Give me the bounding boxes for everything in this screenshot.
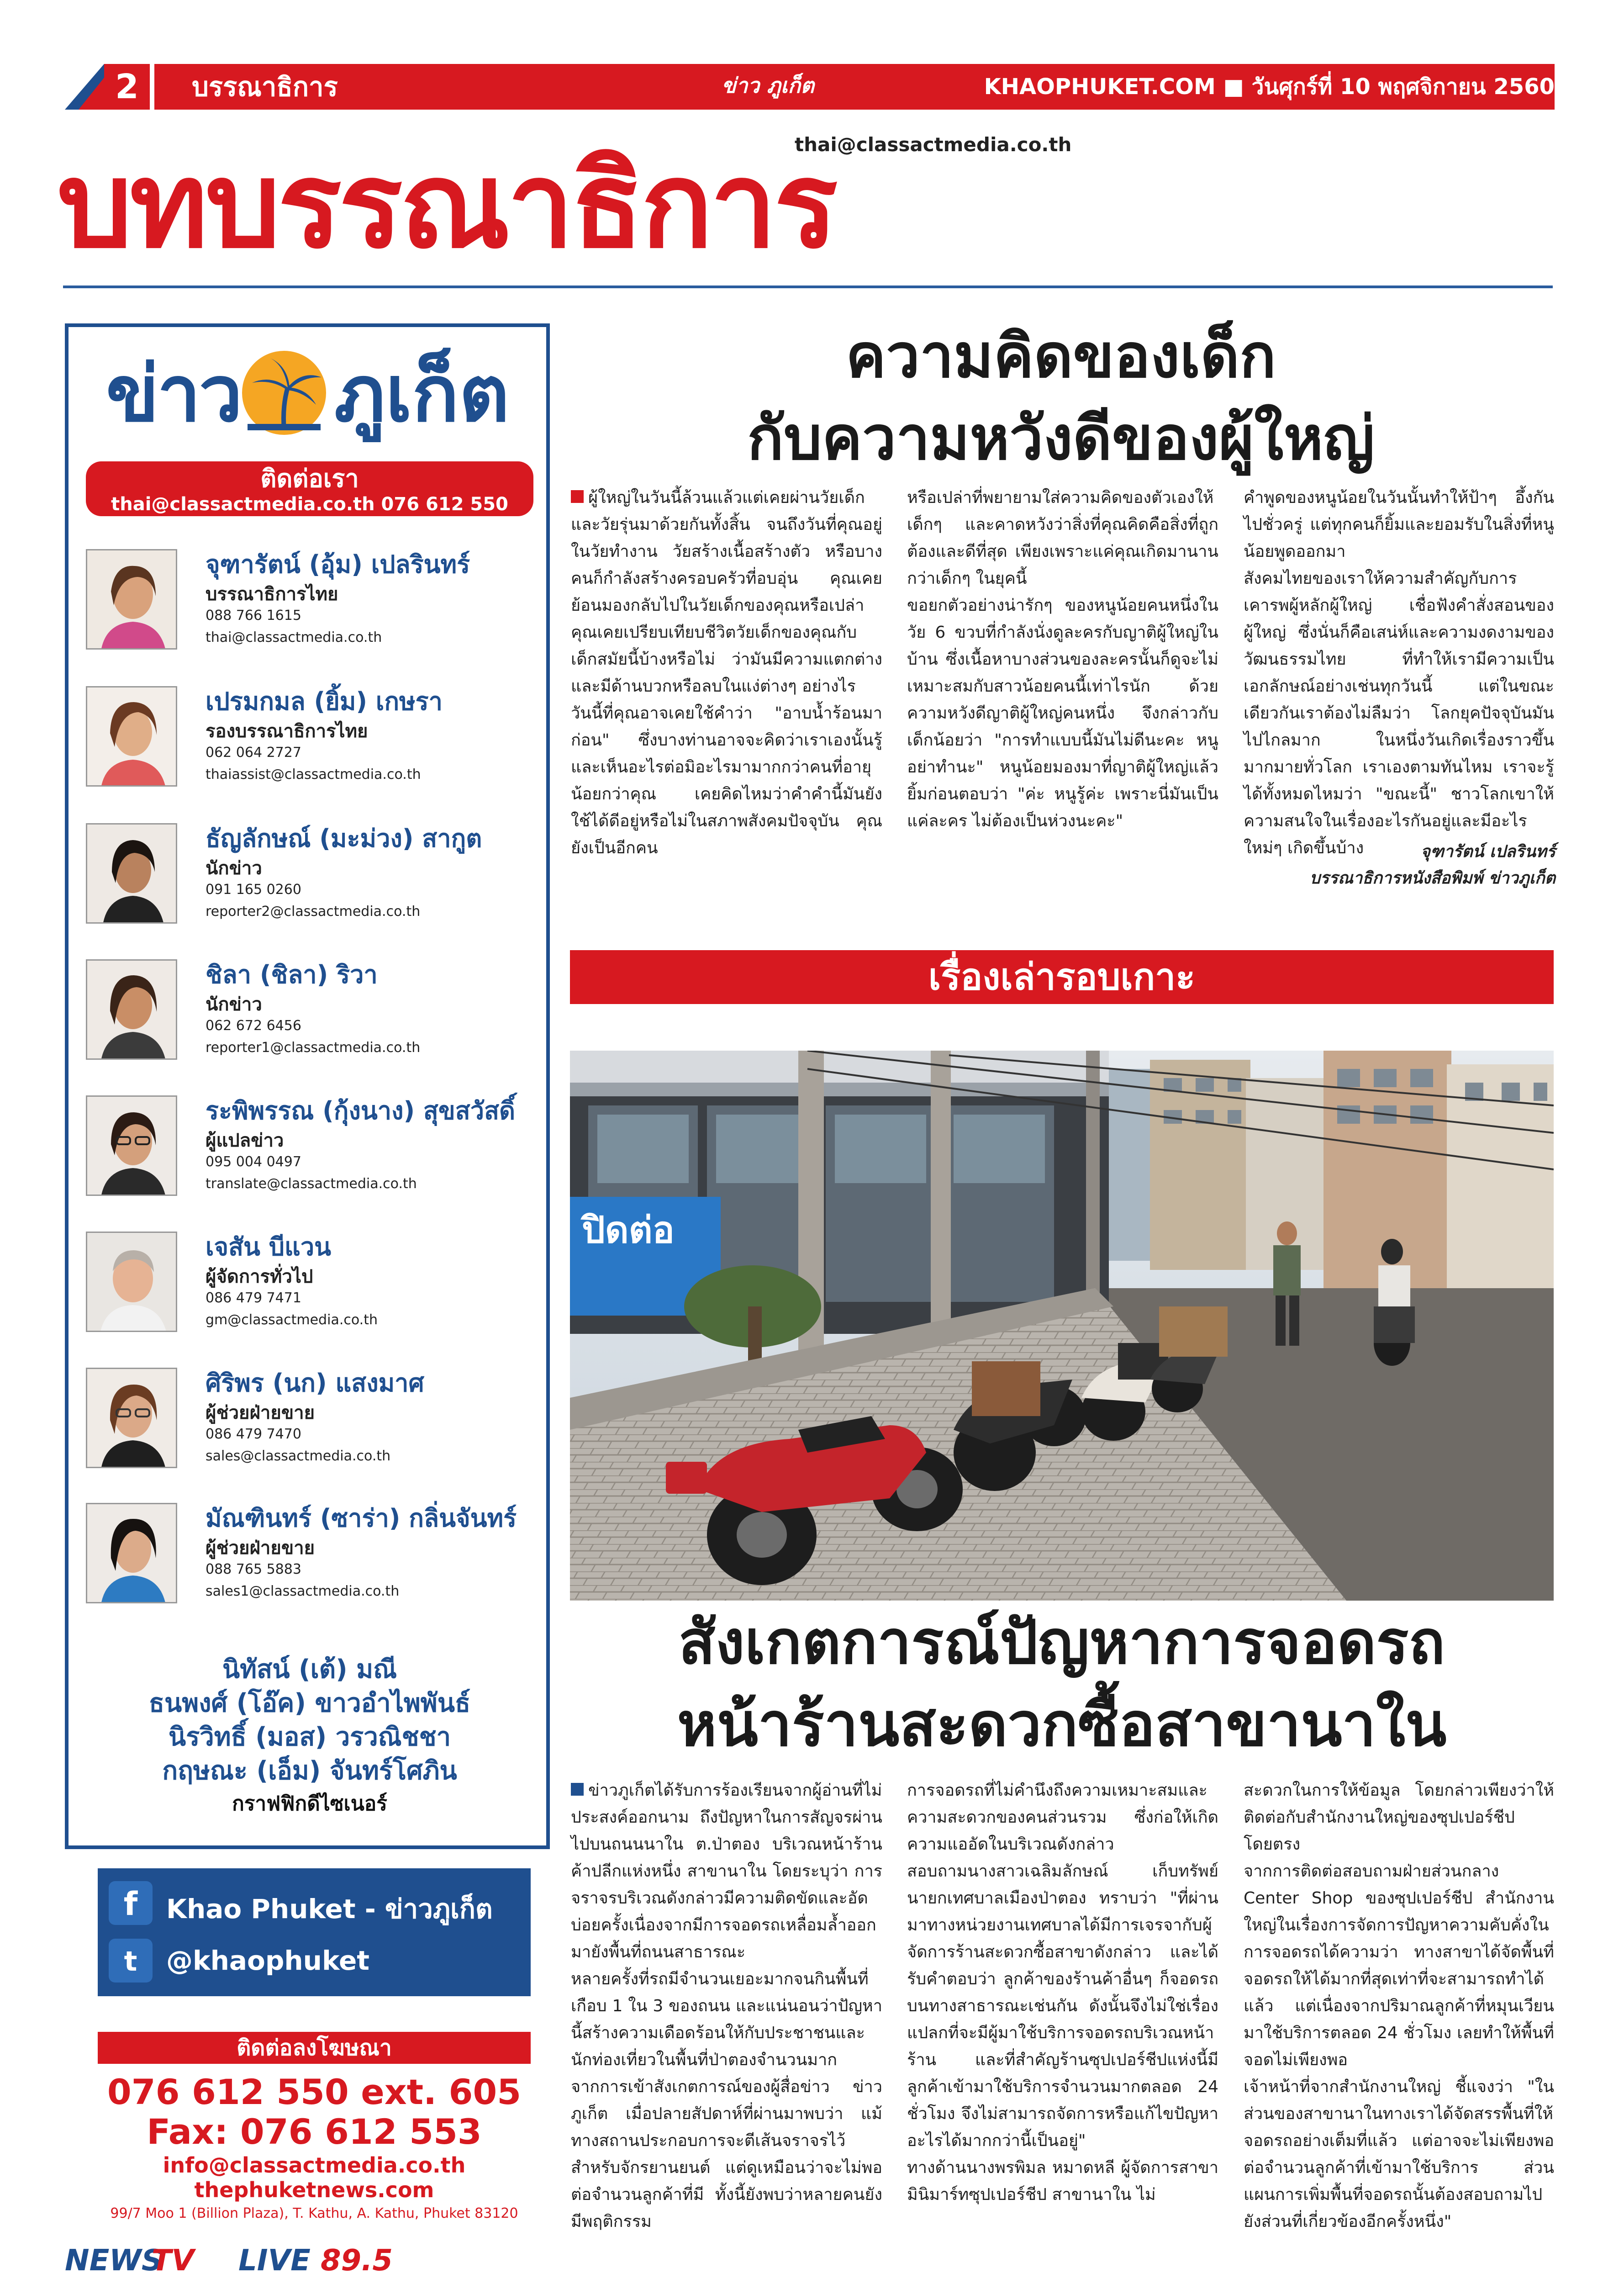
staff-phone: 088 766 1615: [206, 608, 301, 624]
staff-role: นักข่าว: [206, 858, 262, 879]
staff-photo: [86, 823, 177, 924]
article-column: การจอดรถที่ไม่คำนึงถึงความเหมาะสมและความสะดวกของคนส่วนรวม ซึ่งก่อให้เกิดความแออัดในบริเวณดังกล่าว สอบถามนางสาวเฉลิมลักษณ์ เก็บทรัพย์ นายกเทศบาลเมืองป่าตอง ทราบว่า "ที่ผ่านมาทางหน่วยงานเทศบาลได้มีการเจรจากับผู้จัดการร้านสะดวกซื้อสาขาดังกล่าว และได้รับคำตอบว่า ลูกค้าของร้านค้าอื่นๆ ก็จอดรถบนทางสาธารณะเช่นกัน ดังนั้นจึงไม่ใช่เรื่องแปลกที่จะมีผู้มาใช้บริการจอดรถบริเวณหน้าร้าน และที่สำคัญร้านซุปเปอร์ชีปแห่งนี้มีลูกค้าเข้ามาใช้บริการจำนวนมากตลอด 24 ชั่วโมง จึงไม่สามารถจัดการหรือแก้ไขปัญหาอะไรได้มากกว่านี้เป็นอยู่" ทางด้านนางพรพิมล หมาดหลี ผู้จัดการสาขามินิมาร์ทซุปเปอร์ชีป สาขานาใน ไม่: [907, 1781, 1218, 2204]
staff-phone: 095 004 0497: [206, 1154, 301, 1170]
staff-email[interactable]: sales@classactmedia.co.th: [206, 1448, 391, 1464]
staff-photo: [86, 959, 177, 1060]
contact-us-banner: [86, 461, 533, 516]
staff-entry: [86, 1227, 533, 1337]
article-column: สะดวกในการให้ข้อมูล โดยกล่าวเพียงว่าให้ติดต่อกับสำนักงานใหญ่ของซุปเปอร์ชีปโดยตรง จากการติดต่อสอบถามฝ่ายส่วนกลาง Center Shop ของซุปเปอร์ชีป สำนักงานใหญ่ในเรื่องการจัดการปัญหาความคับคั่งในการจอดรถได้ความว่า ทางสาขาได้จัดพื้นที่จอดรถให้ได้มากที่สุดเท่าที่จะสามารถทำได้แล้ว แต่เนื่องจากปริมาณลูกค้าที่หมุนเวียนมาใช้บริการตลอด 24 ชั่วโมง เลยทำให้พื้นที่จอดไม่เพียงพอ เจ้าหน้าที่จากสำนักงานใหญ่ ชี้แจงว่า "ในส่วนของสาขานาในทางเราได้จัดสรรพื้นที่ให้จอดรถอย่างเต็มที่แล้ว แต่อาจจะไม่เพียงพอต่อจำนวนลูกค้าที่เข้ามาใช้บริการ ส่วนแผนการเพิ่มพื้นที่จอดรถนั้นต้องสอบถามไปยังส่วนที่เกี่ยวข้องอีกครั้งหนึ่ง": [1244, 1781, 1554, 2231]
logo-text-left: ข่าว: [106, 349, 241, 439]
article-text: ข่าวภูเก็ตได้รับการร้องเรียนจากผู้อ่านที่ไม่ประสงค์ออกนาม ถึงปัญหาในการสัญจรผ่านไปบนถนนนาใน ต.ป่าตอง บริเวณหน้าร้านค้าปลีกแห่งหนึ่ง สาขานาใน โดยระบุว่า การจราจรบริเวณดังกล่าวมีความติดขัดและอัดบ่อยครั้งเนื่องจากมีการจอดรถเหลื่อมล้ำออกมายังพื้นที่ถนนสาธารณะ หลายครั้งที่รถมีจำนวนเยอะมากจนกินพื้นที่เกือบ 1 ใน 3 ของถนน และแน่นอนว่าปัญหานี้สร้างความเดือดร้อนให้กับประชาชนและนักท่องเที่ยวในพื้นที่ป่าตองจำนวนมาก จากการเข้าสังเกตการณ์ของผู้สื่อข่าว ข่าวภูเก็ต เมื่อปลายสัปดาห์ที่ผ่านมาพบว่า แม้ทางสถานประกอบการจะตีเส้นจราจรไว้สำหรับจักรยานยนต์ แต่ดูเหมือนว่าจะไม่พอต่อจำนวนลูกค้าที่มี ทั้งนี้ยังพบว่าหลายคนยังมีพฤติกรรม: [571, 1781, 882, 2231]
staff-name: ระพิพรรณ (กุ้งนาง) สุขสวัสดิ์: [206, 1096, 516, 1125]
designer-name: นิรวิทธิ์ (มอส) วรวณิชชา: [168, 1722, 451, 1752]
article-text: ผู้ใหญ่ในวันนี้ล้วนแล้วแต่เคยผ่านวัยเด็กและวัยรุ่นมาด้วยกันทั้งสิ้น จนถึงวันที่คุณอยู่ในวัยทำงาน วัยสร้างเนื้อสร้างตัว หรือบางคนก็กำลังสร้างครอบครัวที่อบอุ่น คุณเคยย้อนมองกลับไปในวัยเด็กของคุณหรือเปล่า คุณเคยเปรียบเทียบชีวิตวัยเด็กของคุณกับเด็กสมัยนี้บ้างหรือไม่ ว่ามันมีความแตกต่างและมีด้านบวกหรือลบในแง่ต่างๆ อย่างไร วันนี้ที่คุณอาจเคยใช้คำว่า "อาบน้ำร้อนมาก่อน" ซึ่งบางท่านอาจจะคิดว่าเราเองนั้นรู้ และเห็นอะไรต่อมิอะไรมามากกว่าคนที่อายุน้อยกว่าคุณ เคยคิดไหมว่าคำคำนี้มันยังใช้ได้ดีอยู่หรือไม่ในสภาพสังคมปัจจุบัน คุณยังเป็นอีกคน: [571, 488, 882, 857]
staff-role: ผู้ช่วยฝ่ายขาย: [206, 1402, 315, 1423]
title-divider: [63, 286, 1553, 288]
ad-contact-title: ติดต่อลงโฆษณา: [98, 2032, 531, 2064]
staff-entry: [86, 1498, 533, 1608]
article-column: คำพูดของหนูน้อยในวันนั้นทำให้ป้าๆ อึ้งกันไปชั่วครู่ แต่ทุกคนก็ยิ้มและยอมรับในสิ่งที่หนูน้อยพูดออกมา สังคมไทยของเราให้ความสำคัญกับการเคารพผู้หลักผู้ใหญ่ เชื่อฟังคำสั่งสอนของผู้ใหญ่ ซึ่งนั่นก็คือเสน่ห์และความงดงามของวัฒนธรรมไทย ที่ทำให้เรามีความเป็นเอกลักษณ์อย่างเช่นทุกวันนี้ แต่ในขณะเดียวกันเราต้องไม่ลืมว่า โลกยุคปัจจุบันมันไปไกลมาก ในหนึ่งวันเกิดเรื่องราวขึ้นมากมายทั่วโลก เราเองตามทันไหม เราจะรู้ได้ทั้งหมดไหมว่า "ขณะนี้" ชาวโลกเขาให้ความสนใจในเรื่องอะไรกันอยู่และมีอะไรใหม่ๆ เกิดขึ้นบ้าง: [1244, 488, 1554, 857]
designer-name: ธนพงศ์ (โอ๊ค) ขาวอำไพพันธ์: [148, 1688, 471, 1718]
staff-email[interactable]: translate@classactmedia.co.th: [206, 1176, 417, 1192]
site-date: KHAOPHUKET.COM ■ วันศุกร์ที่ 10 พฤศจิกายน 2560: [984, 74, 1555, 100]
headline-line-2: กับความหวังดีของผู้ใหญ่: [747, 403, 1375, 474]
section-label: บรรณาธิการ: [192, 71, 338, 102]
logo-text-right: ภูเก็ต: [334, 349, 510, 439]
staff-entry: [86, 1363, 533, 1473]
page-number: 2: [104, 64, 150, 110]
ad-phone[interactable]: 076 612 550 ext. 605: [107, 2072, 522, 2112]
staff-email[interactable]: sales1@classactmedia.co.th: [206, 1583, 400, 1599]
social-box: [98, 1868, 531, 1996]
shop-sign-text: ปิดต่อ: [582, 1209, 675, 1251]
article-column: [571, 484, 882, 862]
corner-mark-icon: [65, 64, 104, 110]
staff-phone: 086 479 7470: [206, 1426, 301, 1442]
facebook-link[interactable]: Khao Phuket - ข่าวภูเก็ต: [166, 1893, 493, 1924]
contact-line[interactable]: thai@classactmedia.co.th 076 612 550: [111, 494, 508, 515]
staff-photo: [86, 686, 177, 787]
headline-line-1: ความคิดของเด็ก: [845, 321, 1276, 391]
staff-name: จุฑารัตน์ (อุ้ม) เปลรินทร์: [206, 550, 470, 579]
article-column: หรือเปล่าที่พยายามใส่ความคิดของตัวเองให้เด็กๆ และคาดหวังว่าสิ่งที่คุณคิดคือสิ่งที่ถูกต้องและดีที่สุด เพียงเพราะแค่คุณเกิดมานานกว่าเด็กๆ ในยุคนี้ ขอยกตัวอย่างน่ารักๆ ของหนูน้อยคนหนึ่งในวัย 6 ขวบที่กำลังนั่งดูละครกับญาติผู้ใหญ่ในบ้าน ซึ่งเนื้อหาบางส่วนของละครนั้นก็ดูจะไม่เหมาะสมกับสาวน้อยคนนี้เท่าไรนัก ด้วยความหวังดีญาติผู้ใหญ่คนหนึ่ง จึงกล่าวกับเด็กน้อยว่า "การทำแบบนี้มันไม่ดีนะคะ หนูอย่าทำนะ" หนูน้อยมองมาที่ญาติผู้ใหญ่แล้วยิ้มก่อนตอบว่า "ค่ะ หนูรู้ค่ะ เพราะนี่มันเป็นแค่ละคร ไม่ต้องเป็นห่วงนะคะ": [907, 488, 1218, 830]
staff-email[interactable]: thaiassist@classactmedia.co.th: [206, 767, 421, 782]
designer-name: นิทัสน์ (เต้) มณี: [222, 1655, 397, 1684]
palm-sun-logo-icon: [238, 347, 330, 439]
staff-entry: [86, 682, 533, 791]
staff-entry: [86, 819, 533, 928]
staff-photo: [86, 1095, 177, 1196]
staff-photo: [86, 549, 177, 650]
tv-logo: TV: [152, 2244, 195, 2278]
news-logo: NEWS: [65, 2244, 163, 2278]
designer-name: กฤษณะ (เอ็ม) จันทร์โศภิน: [162, 1756, 457, 1786]
staff-phone: 088 765 5883: [206, 1561, 301, 1577]
staff-role: ผู้ช่วยฝ่ายขาย: [206, 1538, 315, 1559]
staff-name: ศิริพร (นก) แสงมาศ: [206, 1369, 424, 1397]
bullet-icon: [571, 490, 584, 503]
staff-role: นักข่าว: [206, 994, 262, 1015]
staff-phone: 062 064 2727: [206, 745, 301, 761]
staff-entry: [86, 545, 533, 654]
radio-frequency: 89.5: [321, 2244, 393, 2278]
staff-role: ผู้แปลข่าว: [206, 1130, 284, 1151]
staff-photo: [86, 1503, 177, 1603]
article-headline: [570, 1602, 1554, 1766]
staff-phone: 086 479 7471: [206, 1290, 301, 1306]
editorial-email[interactable]: thai@classactmedia.co.th: [795, 133, 1072, 156]
divider: [150, 64, 154, 110]
designer-role: กราฟฟิกดีไซเนอร์: [232, 1792, 387, 1815]
author-role: บรรณาธิการหนังสือพิมพ์ ข่าวภูเก็ต: [1310, 869, 1555, 888]
staff-entry: [86, 1091, 533, 1200]
facebook-icon[interactable]: f: [109, 1881, 153, 1925]
staff-email[interactable]: gm@classactmedia.co.th: [206, 1312, 378, 1328]
staff-email[interactable]: thai@classactmedia.co.th: [206, 629, 382, 645]
contact-title: ติดต่อเรา: [260, 464, 359, 493]
ad-address: 99/7 Moo 1 (Billion Plaza), T. Kathu, A. Kathu, Phuket 83120: [110, 2205, 518, 2221]
staff-entry: [86, 955, 533, 1064]
footer-logos: [65, 2234, 476, 2279]
article-headline: [570, 315, 1552, 480]
ad-email[interactable]: info@classactmedia.co.th: [163, 2153, 466, 2178]
staff-name: มัณฑินทร์ (ซาร่า) กลิ่นจันทร์: [206, 1504, 517, 1533]
staff-role: ผู้จัดการทั่วไป: [206, 1266, 313, 1287]
staff-email[interactable]: reporter2@classactmedia.co.th: [206, 904, 421, 920]
twitter-icon[interactable]: t: [109, 1939, 153, 1983]
page-title: บทบรรณาธิการ: [57, 137, 835, 275]
street-scene-image: [570, 1051, 1554, 1601]
staff-role: รองบรรณาธิการไทย: [206, 721, 368, 742]
staff-phone: 091 165 0260: [206, 882, 301, 898]
author-signature: [1310, 839, 1555, 892]
staff-name: ธัญลักษณ์ (มะม่วง) สากูต: [206, 824, 482, 853]
street-photo: [570, 1051, 1554, 1601]
staff-name: ชิลา (ชิลา) ริวา: [206, 960, 378, 989]
staff-name: เปรมกมล (ยิ้ม) เกษรา: [206, 687, 443, 716]
section-banner: เรื่องเล่ารอบเกาะ: [570, 950, 1554, 1004]
staff-photo: [86, 1232, 177, 1332]
ad-website[interactable]: thephuketnews.com: [194, 2178, 434, 2202]
staff-phone: 062 672 6456: [206, 1018, 301, 1034]
twitter-link[interactable]: @khaophuket: [166, 1945, 370, 1976]
staff-role: บรรณาธิการไทย: [206, 584, 338, 605]
article-column: [571, 1777, 882, 2235]
bullet-icon: [571, 1783, 584, 1796]
masthead-logo: ข่าว ภูเก็ต: [722, 73, 814, 98]
staff-email[interactable]: reporter1@classactmedia.co.th: [206, 1040, 421, 1056]
staff-photo: [86, 1368, 177, 1468]
ad-fax: Fax: 076 612 553: [147, 2111, 482, 2152]
designers-list: [86, 1653, 533, 1820]
headline-line-2: หน้าร้านสะดวกซื้อสาขานาใน: [677, 1690, 1447, 1760]
staff-name: เจสัน บีแวน: [206, 1232, 332, 1261]
headline-line-1: สังเกตการณ์ปัญหาการจอดรถ: [678, 1607, 1445, 1678]
author-name: จุฑารัตน์ เปลรินทร์: [1420, 842, 1555, 861]
live-logo: LIVE: [238, 2244, 311, 2278]
